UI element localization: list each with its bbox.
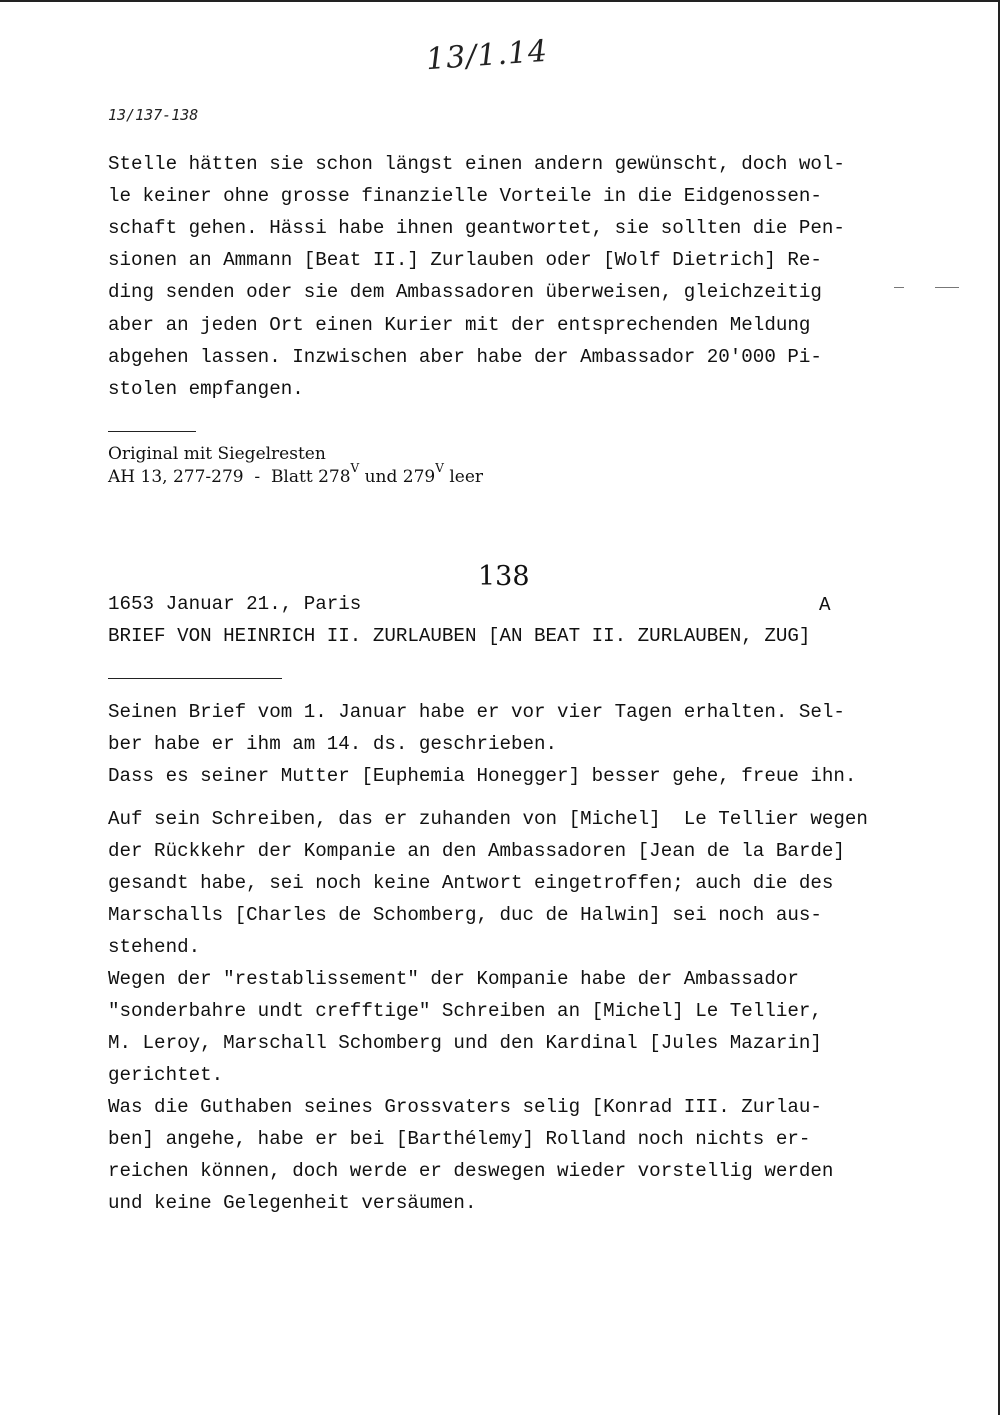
handwritten-folio-number: 13/1.14	[424, 33, 550, 78]
body-line-9: Wegen der "restablissement" der Kompanie habe der Ambassador	[108, 968, 799, 990]
document-date-place: 1653 Januar 21., Paris	[108, 593, 362, 615]
superscript-verso-2: V	[435, 461, 444, 475]
body-line-10: "sonderbahre undt crefftige" Schreiben an [Michel] Le Tellier,	[108, 1000, 822, 1022]
body-line-1: Seinen Brief vom 1. Januar habe er vor vier Tagen erhalten. Sel-	[108, 701, 845, 723]
body-line-13: Was die Guthaben seines Grossvaters selig [Konrad III. Zurlau-	[108, 1096, 822, 1118]
prev-line-2: le keiner ohne grosse finanzielle Vorteile in die Eidgenossen-	[108, 185, 822, 207]
prev-line-4: sionen an Ammann [Beat II.] Zurlauben oder [Wolf Dietrich] Re-	[108, 249, 822, 271]
source-note-archive: AH 13, 277-279 - Blatt 278	[108, 467, 351, 487]
prev-line-6: aber an jeden Ort einen Kurier mit der entsprechenden Meldung	[108, 314, 811, 336]
body-line-6: gesandt habe, sei noch keine Antwort eingetroffen; auch die des	[108, 872, 834, 894]
prev-line-3: schaft gehen. Hässi habe ihnen geantwortet, sie sollten die Pen-	[108, 217, 845, 239]
body-line-5: der Rückkehr der Kompanie an den Ambassadoren [Jean de la Barde]	[108, 840, 845, 862]
document-marker: A	[819, 594, 831, 616]
body-line-14: ben] angehe, habe er bei [Barthélemy] Rolland noch nichts er-	[108, 1128, 811, 1150]
source-note-line-2	[108, 461, 484, 487]
body-line-8: stehend.	[108, 936, 201, 958]
body-line-2: ber habe er ihm am 14. ds. geschrieben.	[108, 733, 558, 755]
body-line-3: Dass es seiner Mutter [Euphemia Honegger] besser gehe, freue ihn.	[108, 765, 857, 787]
prev-line-7: abgehen lassen. Inzwischen aber habe der Ambassador 20'000 Pi-	[108, 346, 822, 368]
source-note-line-1: Original mit Siegelresten	[108, 444, 326, 464]
scan-mark	[894, 287, 904, 288]
body-line-11: M. Leroy, Marschall Schomberg und den Kardinal [Jules Mazarin]	[108, 1032, 822, 1054]
body-line-15: reichen können, doch werde er deswegen wieder vorstellig werden	[108, 1160, 834, 1182]
prev-line-1: Stelle hätten sie schon längst einen andern gewünscht, doch wol-	[108, 153, 845, 175]
body-line-7: Marschalls [Charles de Schomberg, duc de Halwin] sei noch aus-	[108, 904, 822, 926]
prev-line-5: ding senden oder sie dem Ambassadoren überweisen, gleichzeitig	[108, 281, 822, 303]
document-number: 138	[478, 561, 530, 592]
reference-number: 13/137-138	[108, 106, 199, 124]
separator-rule	[108, 431, 196, 432]
scan-border-top	[0, 0, 1000, 2]
body-line-12: gerichtet.	[108, 1064, 224, 1086]
body-line-4: Auf sein Schreiben, das er zuhanden von [Michel] Le Tellier wegen	[108, 808, 868, 830]
source-note-folio: und 279	[359, 467, 436, 487]
document-title: BRIEF VON HEINRICH II. ZURLAUBEN [AN BEAT II. ZURLAUBEN, ZUG]	[108, 625, 811, 647]
scan-mark	[935, 287, 959, 288]
superscript-verso-1: V	[350, 461, 360, 475]
title-rule	[108, 678, 282, 679]
prev-line-8: stolen empfangen.	[108, 378, 304, 400]
source-note-empty: leer	[443, 467, 484, 487]
body-line-16: und keine Gelegenheit versäumen.	[108, 1192, 477, 1214]
